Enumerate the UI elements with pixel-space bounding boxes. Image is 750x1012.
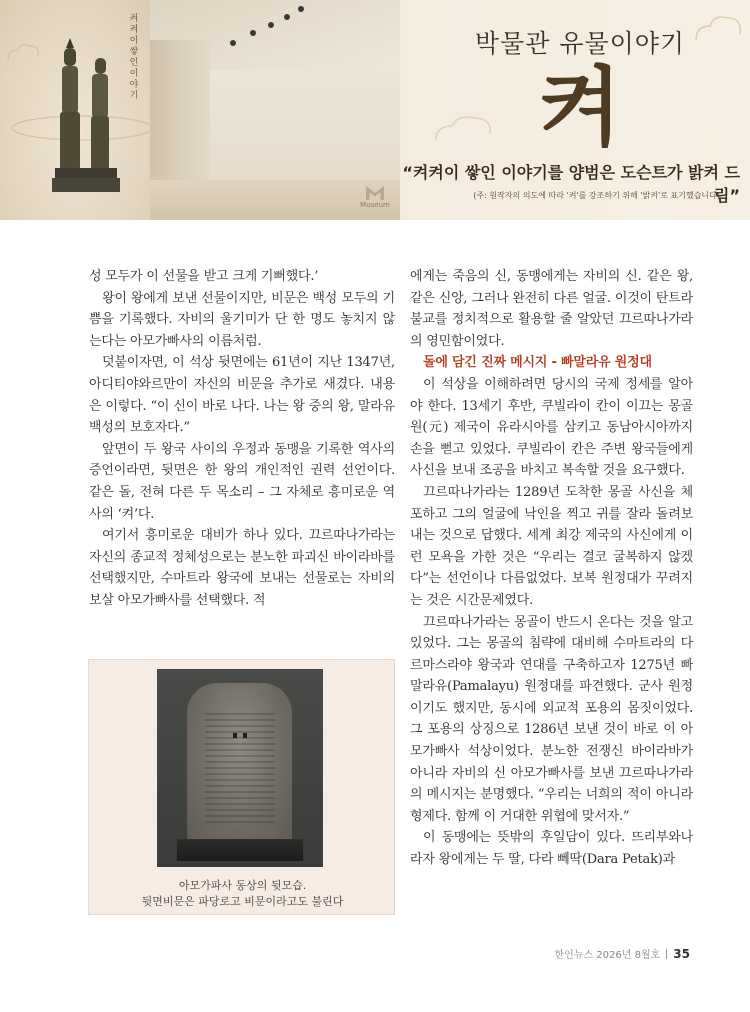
- spotlight-icon: [284, 14, 290, 20]
- stele-base: [177, 839, 303, 861]
- page-number: 35: [673, 947, 690, 961]
- body-paragraph: 이 동맹에는 뜻밖의 후일담이 있다. 뜨리부와나라자 왕에게는 두 딸, 다라 뻬딱(Dara Petak)과: [410, 830, 693, 868]
- cloud-ornament: [690, 10, 750, 50]
- title-character: 켜: [538, 57, 622, 158]
- caption-line: 뒷면비문은 파당로고 비문이라고도 불린다: [141, 895, 344, 908]
- body-paragraph: 덧붙이자면, 이 석상 뒷면에는 61년이 지난 1347년, 아디티야와르만이 자신의 비문을 추가로 새겼다. 내용은 이렇다. “이 신이 바로 나다. 나는 왕 중의 왕, 말라유 백성의 보호자다.”: [89, 355, 395, 436]
- banner-subtitle: “켜켜이 쌓인 이야기를 양범은 도슨트가 밝켜 드림”: [402, 163, 740, 205]
- page-footer: [520, 946, 690, 961]
- stele-hole: [243, 733, 247, 738]
- museum-logo-text: Museum: [360, 201, 390, 209]
- banner-note: (주: 원작자의 의도에 따라 '켜'를 강조하기 위해 '밝켜'로 표기했습니다): [473, 191, 720, 200]
- spotlight-icon: [298, 6, 304, 12]
- body-paragraph: 앞면이 두 왕국 사이의 우정과 동맹을 기록한 역사의 증언이라면, 뒷면은 한 왕의 개인적인 권력 선언이다. 같은 돌, 전혀 다른 두 목소리 – 그 자체로 흥미로운 역사의 ‘켜’다.: [89, 441, 395, 522]
- stele-hole: [233, 733, 237, 738]
- stele-photo: [157, 669, 323, 867]
- section-heading: 돌에 담긴 진짜 메시지 - 빠말라유 원정대: [423, 355, 652, 371]
- left-column: [89, 266, 395, 612]
- right-column: [410, 266, 693, 871]
- series-title: 박물관 유물이야기: [474, 29, 686, 58]
- cloud-ornament: [430, 110, 500, 150]
- stele-stone: [187, 683, 292, 843]
- photo-box: [88, 659, 395, 915]
- body-paragraph: 끄르따나가라는 몽골이 반드시 온다는 것을 알고 있었다. 그는 몽골의 침략에 대비해 수마트라의 다르마스라야 왕국과 연대를 구축하고자 1275년 빠말라유(Pamalayu) 원정대를 파견했다. 군사 원정이기도 했지만, 동시에 외교적 포용의 몸짓이었다. 그 포용의 상징으로 1286년 보낸 것이 바로 이 아모가빠사 석상이었다. 분노한 전쟁신 바이라바가 아니라 자비의 신 아모가빠사를 보낸 끄르따나가라의 메시지는 분명했다. “우리는 너희의 적이 아니라 형제다. 함께 이 거대한 위협에 맞서자.”: [410, 614, 693, 824]
- body-paragraph: 이 석상을 이해하려면 당시의 국제 정세를 알아야 한다. 13세기 후반, 쿠빌라이 칸이 이끄는 몽골 원(元) 제국이 유라시아를 삼키고 동남아시아까지 손을 뻗고 있었다. 쿠빌라이 칸은 주변 왕국들에게 사신을 보내 조공을 바치고 복속할 것을 요구했다.: [410, 376, 693, 479]
- photo-caption: [89, 878, 396, 910]
- body-paragraph: 끄르따나가라는 1289년 도착한 몽골 사신을 체포하고 그의 얼굴에 낙인을 찍고 귀를 잘라 돌려보내는 것으로 답했다. 세계 최강 제국의 사신에게 이런 모욕을 가한 것은 “우리는 결코 굴복하지 않겠다”는 선언이나 다름없었다. 보복 원정대가 꾸려지는 것은 시간문제였다.: [410, 484, 693, 608]
- spotlight-icon: [268, 22, 274, 28]
- cloud-ornament: [4, 40, 44, 70]
- header-banner: [0, 0, 750, 220]
- caption-line: 아모가파사 동상의 뒷모습.: [178, 879, 307, 892]
- spotlight-icon: [230, 40, 236, 46]
- vertical-series-label: 켜켜이 쌓인 이야기: [129, 14, 139, 101]
- publication-name: 한인뉴스 2026년 8월호: [554, 950, 661, 961]
- museum-logo-icon: [366, 186, 384, 200]
- spotlight-icon: [250, 30, 256, 36]
- museum-logo: [355, 186, 395, 209]
- body-paragraph: 여기서 흥미로운 대비가 하나 있다. 끄르따나가라는 자신의 종교적 정체성으로는 분노한 파괴신 바이라바를 선택했지만, 수마트라 왕국에 보내는 선물로는 자비의 보살 아모가빠사를 선택했다. 적: [89, 528, 395, 608]
- footer-divider: [666, 949, 667, 959]
- body-paragraph: 왕이 왕에게 보낸 선물이지만, 비문은 백성 모두의 기쁨을 기록했다. 자비의 울기미가 단 한 명도 놓치지 않는다는 아모가빠사의 이름처럼.: [89, 290, 395, 349]
- body-paragraph: 에게는 죽음의 신, 동맹에게는 자비의 신. 같은 왕, 같은 신앙, 그러나 완전히 다른 얼굴. 이것이 탄트라 불교를 정치적으로 활용할 줄 알았던 끄르따나가라의 영민함이었다.: [410, 269, 693, 349]
- body-paragraph: 성 모두가 이 선물을 받고 크게 기뻐했다.’: [89, 269, 319, 284]
